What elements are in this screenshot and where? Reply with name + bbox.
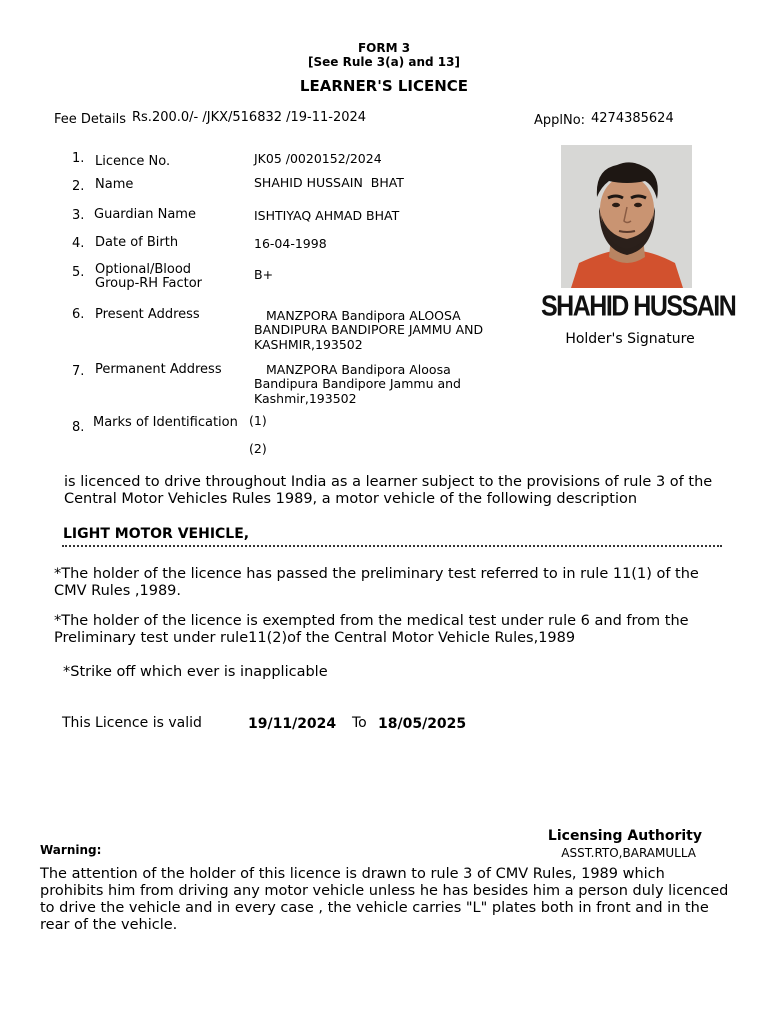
- field-number: 8.: [72, 420, 85, 435]
- appl-value: 4274385624: [591, 111, 674, 126]
- field-value-guardian-name: ISHTIYAQ AHMAD BHAT: [254, 208, 400, 223]
- licensing-authority-office: ASST.RTO,BARAMULLA: [561, 846, 696, 860]
- licensing-authority-title: Licensing Authority: [547, 828, 702, 844]
- rule-reference: [See Rule 3(a) and 13]: [308, 55, 460, 69]
- field-number: 4.: [72, 236, 85, 251]
- form-number: FORM 3: [357, 41, 411, 55]
- holder-signature: SHAHID HUSSAIN: [541, 290, 736, 323]
- medical-exemption-note: *The holder of the licence is exempted from the medical test under rule 6 and from the Preliminary test under rule11(2)of the Central Motor Vehicle Rules,1989: [54, 613, 689, 646]
- field-value-date-of-birth: 16-04-1998: [254, 236, 327, 251]
- present-address-line: MANZPORA Bandipora ALOOSA: [266, 308, 461, 323]
- holder-photo: [561, 145, 692, 288]
- appl-label: ApplNo:: [534, 113, 586, 128]
- field-label-blood-group-line2: Group-RH Factor: [95, 276, 203, 291]
- field-label-date-of-birth: Date of Birth: [95, 235, 179, 250]
- field-label-guardian-name: Guardian Name: [94, 207, 196, 222]
- field-label-licence-no: Licence No.: [95, 154, 171, 169]
- holder-signature-label: Holder's Signature: [565, 331, 695, 347]
- field-number: 5.: [72, 265, 85, 280]
- licence-description: is licenced to drive throughout India as a learner subject to the provisions of rule 3 of the Central Motor Vehicles Rules 1989, a motor vehicle of the following description: [64, 474, 713, 507]
- field-label-present-address: Present Address: [95, 307, 200, 322]
- fee-value: Rs.200.0/- /JKX/516832 /19-11-2024: [132, 110, 367, 125]
- validity-label: This Licence is valid: [62, 715, 202, 731]
- holder-photo-icon: [561, 145, 692, 288]
- identification-mark-2: (2): [249, 441, 267, 456]
- field-number: 3.: [72, 208, 85, 223]
- permanent-address-line: MANZPORA Bandipora Aloosa: [266, 362, 451, 377]
- field-number: 6.: [72, 307, 85, 322]
- preliminary-test-note: *The holder of the licence has passed the preliminary test referred to in rule 11(1) of the CMV Rules ,1989.: [54, 566, 699, 599]
- fee-label: Fee Details: [54, 112, 126, 127]
- identification-mark-1: (1): [249, 413, 267, 428]
- document-title: LEARNER'S LICENCE: [299, 77, 469, 95]
- permanent-address-line: Kashmir,193502: [254, 391, 357, 406]
- field-label-permanent-address: Permanent Address: [95, 362, 222, 377]
- validity-to-date: 18/05/2025: [378, 716, 467, 732]
- dotted-divider: [62, 545, 722, 547]
- field-number: 7.: [72, 364, 85, 379]
- field-label-blood-group-line1: Optional/Blood: [95, 262, 192, 277]
- warning-label: Warning:: [40, 843, 102, 857]
- field-label-name: Name: [95, 177, 134, 192]
- field-value-licence-no: JK05 /0020152/2024: [254, 151, 382, 166]
- warning-text: The attention of the holder of this licence is drawn to rule 3 of CMV Rules, 1989 which prohibits him from driving any motor vehicle unless he has besides him a person duly licenced to drive the vehicle and in every case , the vehicle carries "L" plates both in front and in the rear of the vehicle.: [40, 866, 729, 933]
- present-address-line: KASHMIR,193502: [254, 337, 363, 352]
- permanent-address-line: Bandipura Bandipore Jammu and: [254, 376, 461, 391]
- strike-off-note: *Strike off which ever is inapplicable: [63, 664, 328, 680]
- vehicle-class: LIGHT MOTOR VEHICLE,: [63, 526, 250, 542]
- field-value-name: SHAHID HUSSAIN BHAT: [254, 175, 404, 190]
- validity-from-date: 19/11/2024: [248, 716, 337, 732]
- field-label-marks-of-identification: Marks of Identification: [93, 415, 238, 430]
- field-value-blood-group: B+: [254, 267, 274, 282]
- field-number: 1.: [72, 151, 85, 166]
- field-number: 2.: [72, 179, 85, 194]
- validity-to-label: To: [352, 715, 367, 731]
- present-address-line: BANDIPURA BANDIPORE JAMMU AND: [254, 322, 484, 337]
